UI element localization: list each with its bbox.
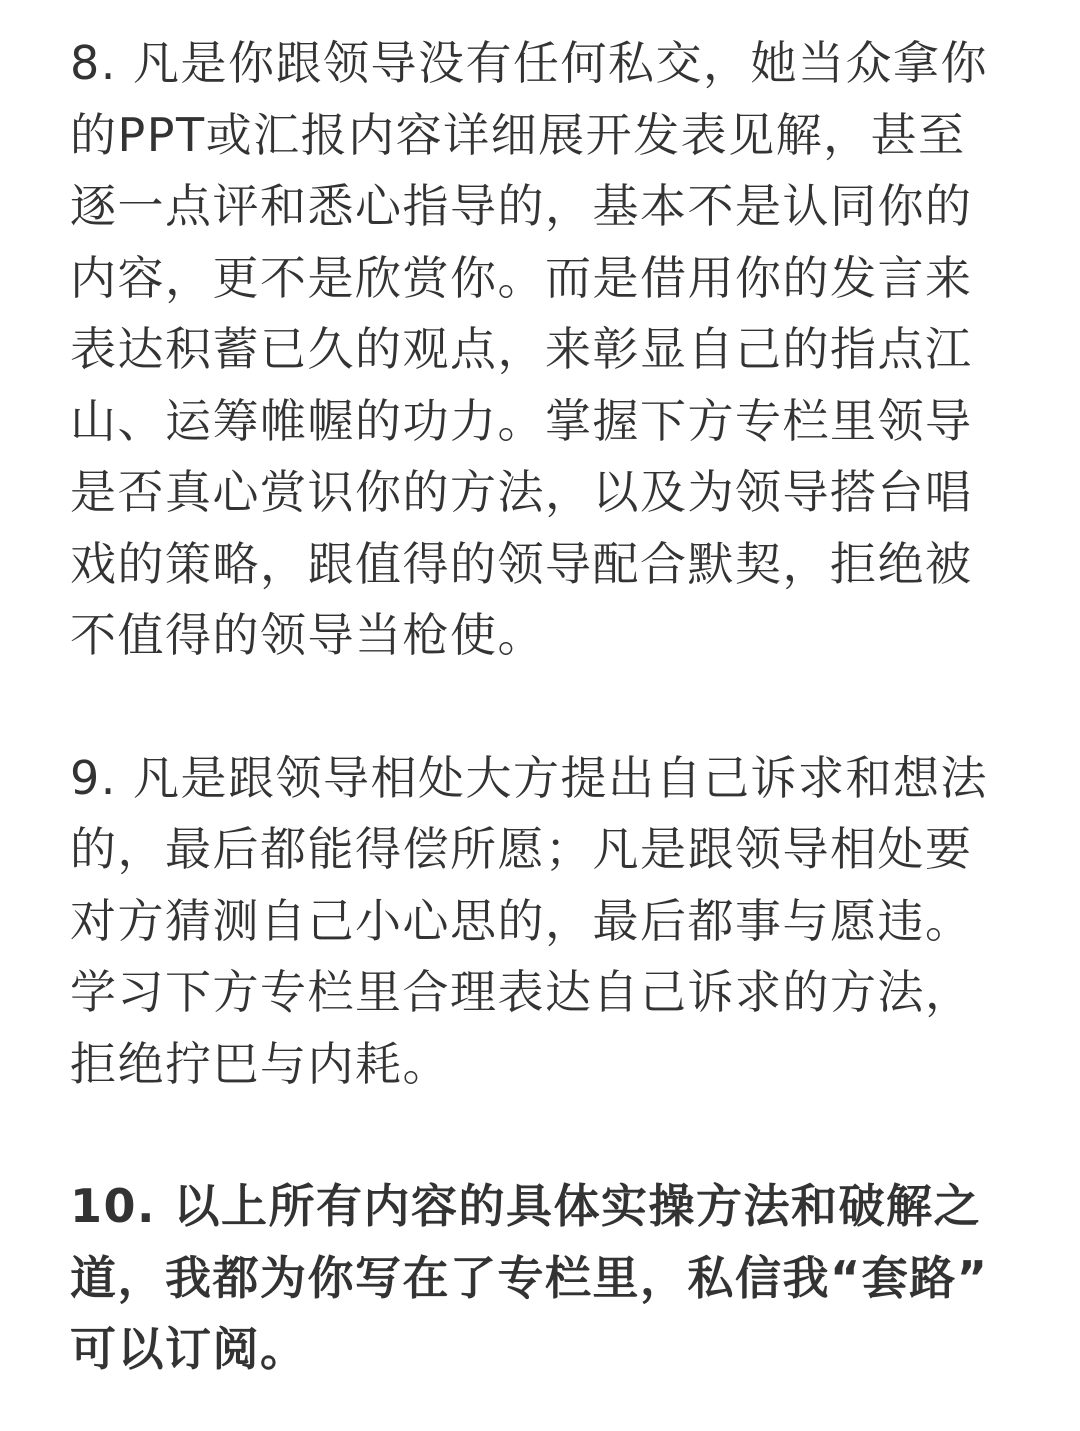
article-body [70,28,1010,1386]
text-line: 逐一点评和悉心指导的，基本不是认同你的 [70,179,973,233]
text-line: 山、运筹帷幄的功力。掌握下方专栏里领导 [70,393,973,448]
text-line: 10. 以上所有内容的具体实操方法和破解之 [70,1179,982,1233]
text-line: 是否真心赏识你的方法，以及为领导搭台唱 [70,465,973,519]
paragraph-10 [70,1171,1010,1386]
text-line: 的PPT或汇报内容详细展开发表见解，甚至 [70,107,966,162]
text-line: 戏的策略，跟值得的领导配合默契，拒绝被 [70,536,973,591]
text-line: 学习下方专栏里合理表达自己诉求的方法， [70,965,973,1019]
text-line: 拒绝拧巴与内耗。 [70,1036,450,1091]
text-line: 表达积蓄已久的观点，来彰显自己的指点江 [70,322,973,376]
text-line: 可以订阅。 [70,1322,308,1376]
paragraph-8 [70,28,1010,672]
text-line: 内容，更不是欣赏你。而是借用你的发言来 [70,250,973,305]
text-line: 不值得的领导当枪使。 [70,608,545,662]
text-line: 对方猜测自己小心思的，最后都事与愿违。 [70,893,973,948]
text-line: 8. 凡是你跟领导没有任何私交，她当众拿你 [70,36,989,90]
text-line: 道，我都为你写在了专栏里，私信我“套路” [70,1250,989,1305]
paragraph-9 [70,743,1010,1101]
text-line: 的，最后都能得偿所愿；凡是跟领导相处要 [70,822,973,876]
text-line: 9. 凡是跟领导相处大方提出自己诉求和想法 [70,750,989,805]
